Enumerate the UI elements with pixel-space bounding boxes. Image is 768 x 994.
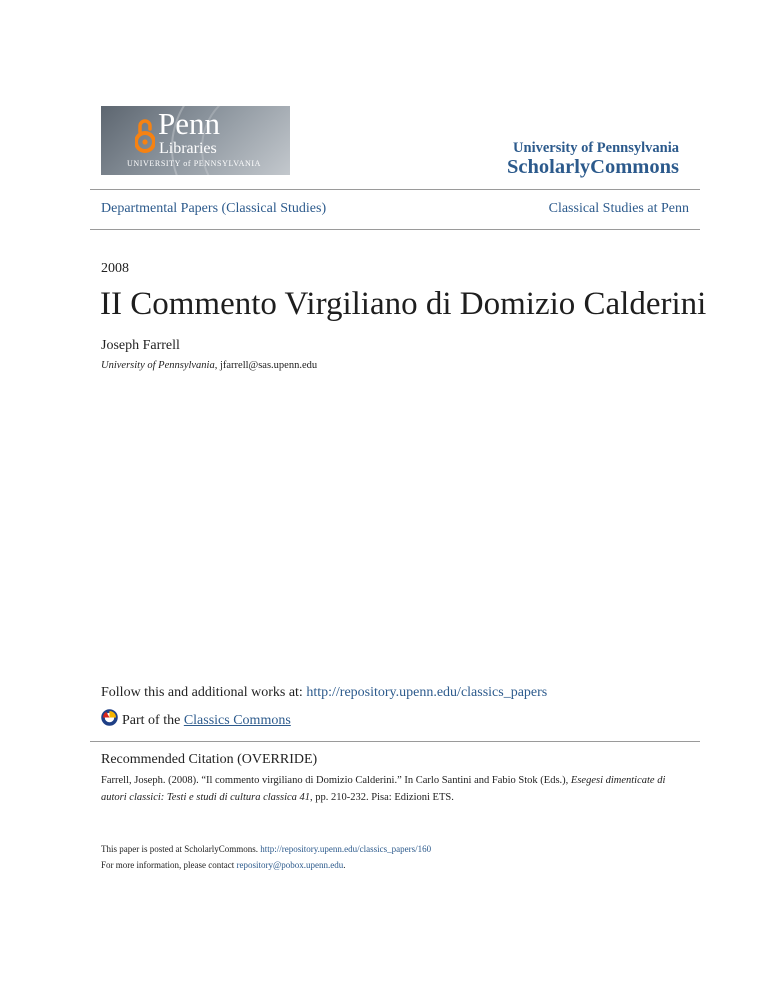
network-commons-icon <box>101 709 118 726</box>
collection-url-link[interactable]: http://repository.upenn.edu/classics_papers <box>306 685 548 700</box>
logo-word-libraries: Libraries <box>159 140 217 157</box>
open-access-lock-icon <box>135 116 155 156</box>
paper-url-link[interactable]: http://repository.upenn.edu/classics_papers/160 <box>260 844 432 854</box>
classics-commons-link[interactable]: Classics Commons <box>183 713 291 728</box>
contact-line <box>101 860 346 870</box>
scholarly-university-label: University of Pennsylvania <box>513 140 679 156</box>
citation-heading: Recommended Citation (OVERRIDE) <box>101 752 318 767</box>
contact-label: For more information, please contact <box>101 860 237 870</box>
citation-part-a: Farrell, Joseph. (2008). “Il commento virgiliano di Domizio Calderini.” In Carlo Santini and Fabio Stok (Eds.), <box>101 775 571 786</box>
classical-studies-link[interactable]: Classical Studies at Penn <box>548 201 689 216</box>
nav-divider <box>90 229 700 230</box>
logo-word-penn: Penn <box>158 106 220 141</box>
follow-line <box>101 685 547 701</box>
citation-divider <box>90 741 700 742</box>
contact-email-link[interactable]: repository@pobox.upenn.edu <box>236 860 344 870</box>
author-email: , jfarrell@sas.upenn.edu <box>214 360 318 371</box>
contact-end: . <box>343 860 346 870</box>
follow-label: Follow this and additional works at: <box>101 685 307 700</box>
publication-year: 2008 <box>101 261 129 276</box>
posted-label: This paper is posted at ScholarlyCommons. <box>101 844 261 854</box>
affiliation-institution: University of Pennsylvania <box>101 360 215 371</box>
header-divider <box>90 189 700 190</box>
author-affiliation <box>101 360 317 371</box>
citation-part-b: , pp. 210-232. Pisa: Edizioni ETS. <box>310 792 454 803</box>
posted-line <box>101 844 431 854</box>
logo-university-line: UNIVERSITY of PENNSYLVANIA <box>127 159 261 168</box>
part-of-label: Part of the <box>122 713 184 728</box>
departmental-papers-link[interactable]: Departmental Papers (Classical Studies) <box>101 201 327 216</box>
scholarly-commons-name: ScholarlyCommons <box>507 156 679 178</box>
citation-text <box>101 772 676 806</box>
citation-book-title: Esegesi dimenticate di autori classici: Testi e studi di cultura classica 41 <box>101 775 666 803</box>
author-name: Joseph Farrell <box>101 338 180 353</box>
penn-libraries-logo <box>101 106 290 175</box>
paper-title: II Commento Virgiliano di Domizio Calderini <box>100 286 707 322</box>
part-of-line <box>101 709 291 729</box>
